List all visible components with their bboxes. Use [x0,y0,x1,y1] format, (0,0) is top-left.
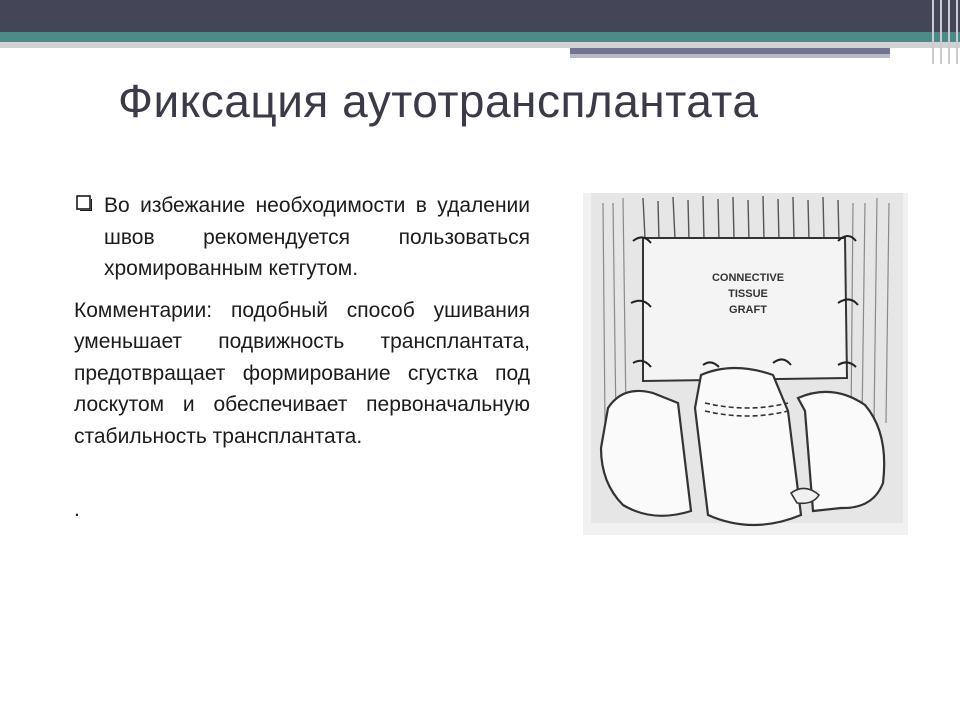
corner-decoration [926,0,960,70]
comment-text: Комментарии: подобный способ ушивания уменьшает подвижность трансплантата, предотвращает формирование сгустка под лоскутом и обеспечивает первоначальную стабильность трансплантата. [74,298,530,448]
graft-illustration [583,193,908,535]
bullet-text: Во избежание необходимости в удалении швов рекомендуется пользоваться хромированным кетгутом. [104,194,530,280]
header-band [0,0,960,32]
accent-bar-shadow [570,54,890,58]
slide-title: Фиксация аутотрансплантата [118,75,759,127]
teal-stripe [0,32,960,42]
graft-label-line-3: GRAFT [729,304,767,316]
slide-body [74,190,530,526]
bullet-item [74,190,530,285]
graft-drawing [583,193,908,535]
trailing-dot: . [74,498,80,521]
checkbox-square-icon [76,195,92,211]
graft-label-line-2: TISSUE [728,288,768,300]
graft-label-line-1: CONNECTIVE [711,272,785,284]
